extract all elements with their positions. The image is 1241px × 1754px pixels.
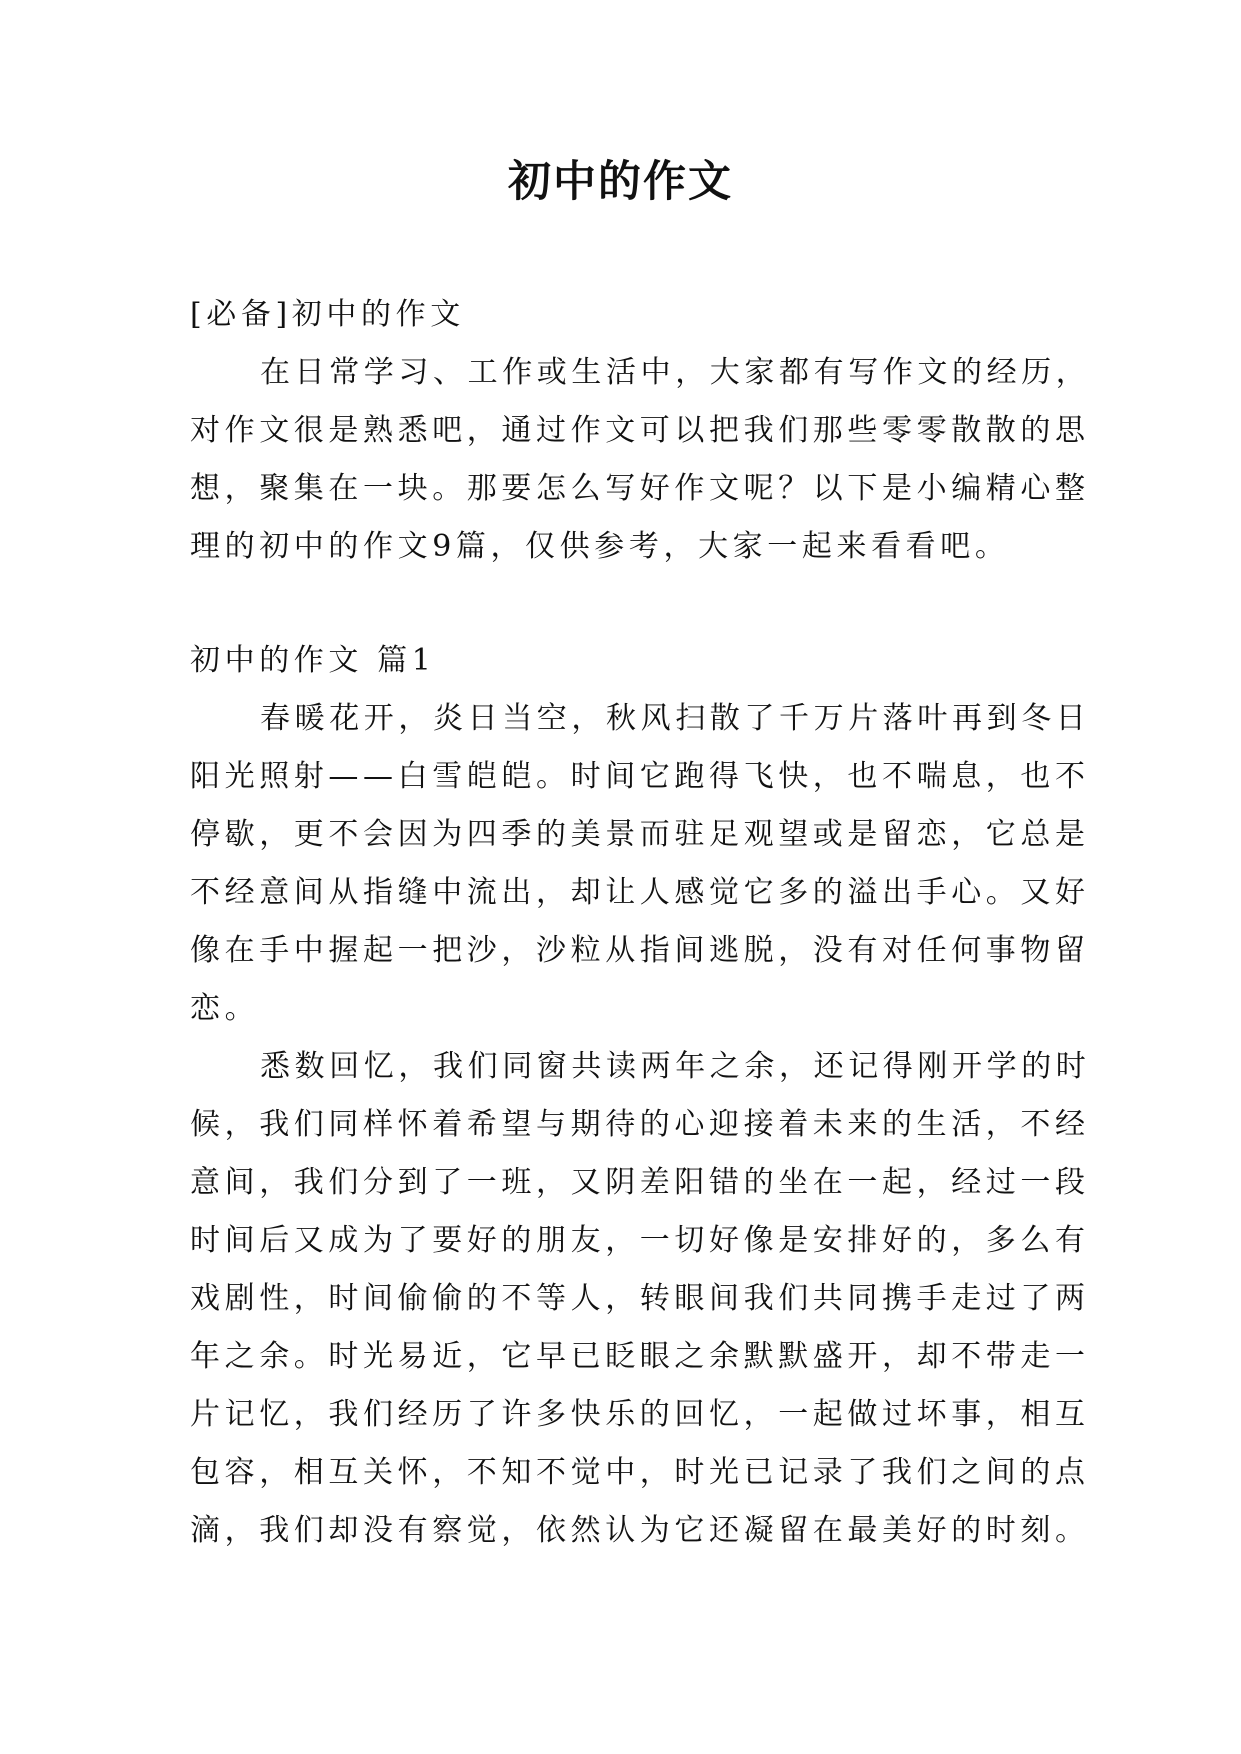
paragraph-line: 时间后又成为了要好的朋友，一切好像是安排好的，多么有 xyxy=(190,1223,1090,1258)
paragraph-line: 候，我们同样怀着希望与期待的心迎接着未来的生活，不经 xyxy=(190,1107,1090,1142)
document-subtitle: [必备]初中的作文 xyxy=(190,297,465,332)
document-body xyxy=(190,286,1091,1560)
paragraph-line: 春暖花开，炎日当空，秋风扫散了千万片落叶再到冬日 xyxy=(260,701,1091,736)
paragraph-line: 年之余。时光易近，它早已眨眼之余默默盛开，却不带走一 xyxy=(190,1339,1090,1374)
intro-paragraph xyxy=(190,344,1091,576)
paragraph-line: 意间，我们分到了一班，又阴差阳错的坐在一起，经过一段 xyxy=(190,1165,1090,1200)
paragraph-line: 阳光照射——白雪皑皑。时间它跑得飞快，也不喘息，也不 xyxy=(190,759,1090,794)
paragraph-line: 像在手中握起一把沙，沙粒从指间逃脱，没有对任何事物留 xyxy=(190,933,1090,968)
intro-line: 理的初中的作文9篇，仅供参考，大家一起来看看吧。 xyxy=(190,529,1010,564)
paragraph-line: 滴，我们却没有察觉，依然认为它还凝留在最美好的时刻。 xyxy=(190,1513,1090,1548)
intro-line: 对作文很是熟悉吧，通过作文可以把我们那些零零散散的思 xyxy=(190,413,1090,448)
intro-line: 在日常学习、工作或生活中，大家都有写作文的经历， xyxy=(260,355,1091,390)
section-spacer xyxy=(190,576,1070,632)
paragraph-1 xyxy=(190,690,1091,1038)
intro-line: 想，聚集在一块。那要怎么写好作文呢？以下是小编精心整 xyxy=(190,471,1090,506)
document-title: 初中的作文 xyxy=(508,157,733,207)
paragraph-2 xyxy=(190,1038,1091,1560)
paragraph-line: 恋。 xyxy=(190,991,260,1026)
paragraph-line: 悉数回忆，我们同窗共读两年之余，还记得刚开学的时 xyxy=(260,1049,1091,1084)
paragraph-line: 不经意间从指缝中流出，却让人感觉它多的溢出手心。又好 xyxy=(190,875,1090,910)
paragraph-line: 戏剧性，时间偷偷的不等人，转眼间我们共同携手走过了两 xyxy=(190,1281,1090,1316)
section-heading: 初中的作文 篇1 xyxy=(190,643,436,678)
paragraph-line: 片记忆，我们经历了许多快乐的回忆，一起做过坏事，相互 xyxy=(190,1397,1090,1432)
paragraph-line: 包容，相互关怀，不知不觉中，时光已记录了我们之间的点 xyxy=(190,1455,1090,1490)
paragraph-line: 停歇，更不会因为四季的美景而驻足观望或是留恋，它总是 xyxy=(190,817,1090,852)
